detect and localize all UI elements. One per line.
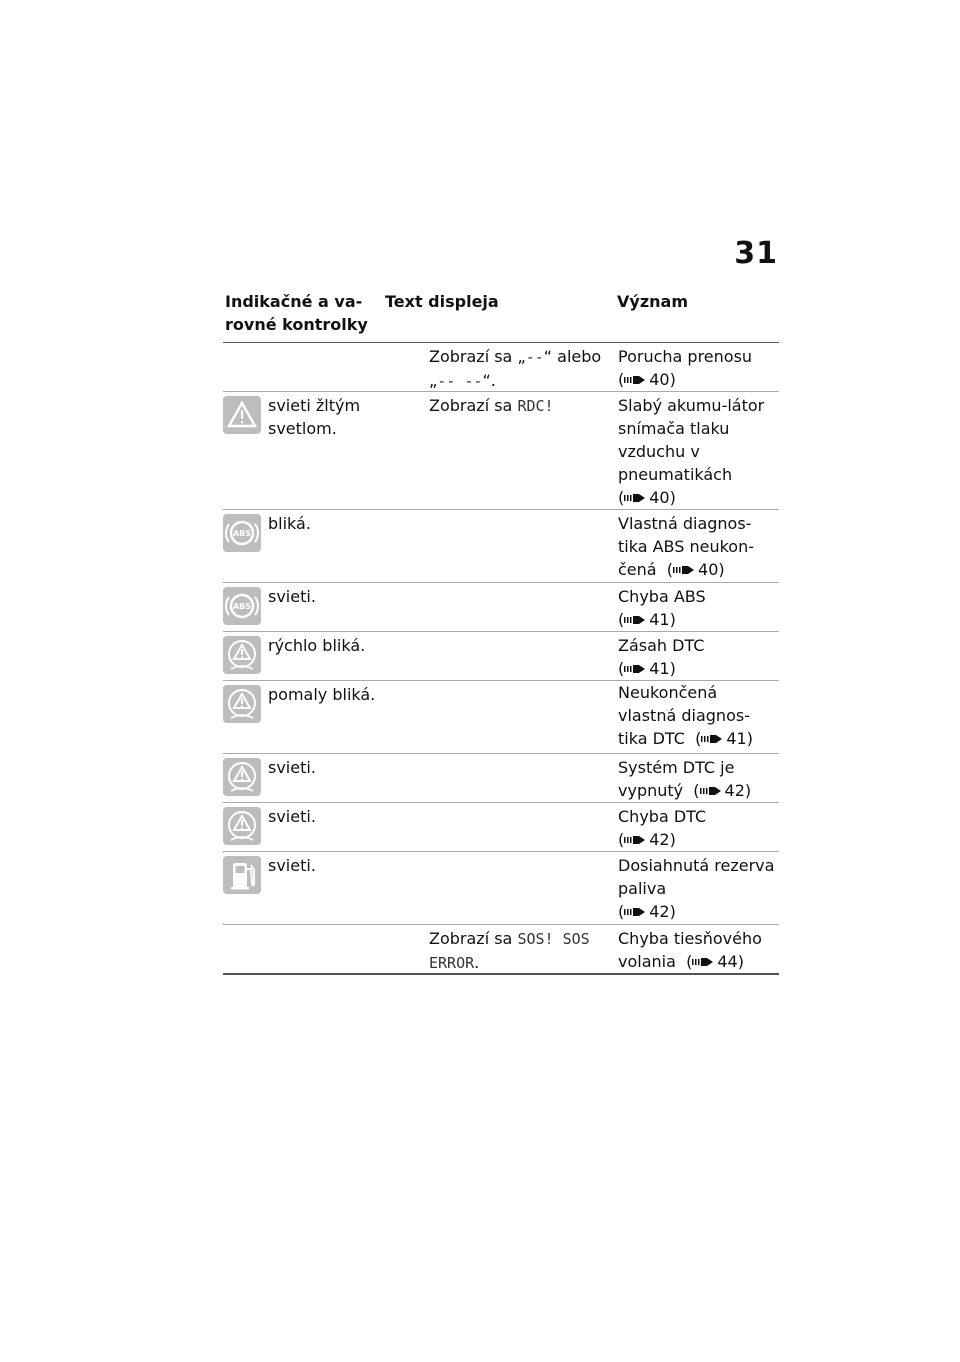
meaning-text: Chyba ABS ( 41) (618, 587, 706, 629)
header-display-text: Text displeja (385, 292, 499, 311)
indicator-table (223, 288, 779, 975)
page-reference-arrow-icon (624, 492, 646, 504)
page-reference[interactable]: ( 41) (618, 610, 676, 629)
table-row (223, 754, 779, 803)
page-reference[interactable]: ( 42) (618, 902, 676, 921)
table-row (223, 343, 779, 392)
page-reference-arrow-icon (700, 785, 722, 797)
state-text: svieti. (268, 758, 316, 777)
page-reference[interactable]: ( 41) (618, 659, 676, 678)
meaning-text: Porucha prenosu ( 40) (618, 347, 753, 389)
meaning-text: Chyba tiesňového volania ( 44) (618, 929, 762, 971)
meaning-text: Chyba DTC ( 42) (618, 807, 707, 849)
abs-icon (223, 514, 261, 552)
table-row (223, 392, 779, 510)
svg-text:ABS: ABS (232, 602, 252, 611)
meaning-text: Slabý akumu-látor snímača tlaku vzduchu v pneumatikách ( 40) (618, 396, 765, 507)
state-text: svieti. (268, 856, 316, 875)
page-reference[interactable]: ( 40) (618, 488, 676, 507)
state-text: bliká. (268, 514, 311, 533)
fuel-pump-icon (223, 856, 261, 894)
page-reference[interactable]: ( 42) (618, 830, 676, 849)
display-text: Zobrazí sa „--“ alebo „-- --“. (429, 347, 602, 390)
warning-triangle-icon (223, 396, 261, 434)
dtc-icon (223, 807, 261, 845)
abs-icon (223, 587, 261, 625)
page-reference-arrow-icon (624, 374, 646, 386)
page-reference[interactable]: ( 41) (690, 729, 753, 748)
meaning-text: Zásah DTC ( 41) (618, 636, 705, 678)
display-text: Zobrazí sa RDC! (429, 396, 554, 415)
page-reference-arrow-icon (624, 614, 646, 626)
state-text: svieti. (268, 807, 316, 826)
table-row (223, 681, 779, 754)
page-reference[interactable]: ( 40) (618, 370, 676, 389)
display-text: Zobrazí sa SOS! SOS ERROR. (429, 929, 590, 972)
page-reference-arrow-icon (673, 564, 695, 576)
page-number: 31 (734, 236, 778, 271)
meaning-text: Systém DTC je vypnutý ( 42) (618, 758, 752, 800)
header-indicator: Indikačné a va-rovné kontrolky (225, 292, 368, 334)
header-meaning: Význam (617, 292, 688, 311)
svg-text:ABS: ABS (232, 529, 252, 538)
table-row (223, 583, 779, 632)
state-text: svieti žltým svetlom. (268, 396, 361, 438)
dtc-icon (223, 636, 261, 674)
page-reference[interactable]: ( 44) (681, 952, 744, 971)
state-text: pomaly bliká. (268, 685, 376, 704)
state-text: rýchlo bliká. (268, 636, 366, 655)
page-reference[interactable]: ( 40) (661, 560, 725, 579)
table-row (223, 803, 779, 852)
table-row (223, 925, 779, 975)
page-reference-arrow-icon (692, 956, 714, 968)
meaning-text: Neukončená vlastná diagnos-tika DTC ( 41) (618, 683, 753, 748)
dtc-off-icon (223, 758, 261, 796)
page-reference[interactable]: ( 42) (688, 781, 752, 800)
meaning-text: Vlastná diagnos-tika ABS neukon-čená ( 40) (618, 514, 754, 579)
table-row (223, 632, 779, 681)
page-reference-arrow-icon (624, 663, 646, 675)
dtc-icon (223, 685, 261, 723)
page-reference-arrow-icon (624, 906, 646, 918)
table-header (223, 288, 779, 343)
meaning-text: Dosiahnutá rezerva paliva ( 42) (618, 856, 775, 921)
page-reference-arrow-icon (624, 834, 646, 846)
page-reference-arrow-icon (701, 733, 723, 745)
state-text: svieti. (268, 587, 316, 606)
table-row (223, 510, 779, 583)
table-row (223, 852, 779, 925)
